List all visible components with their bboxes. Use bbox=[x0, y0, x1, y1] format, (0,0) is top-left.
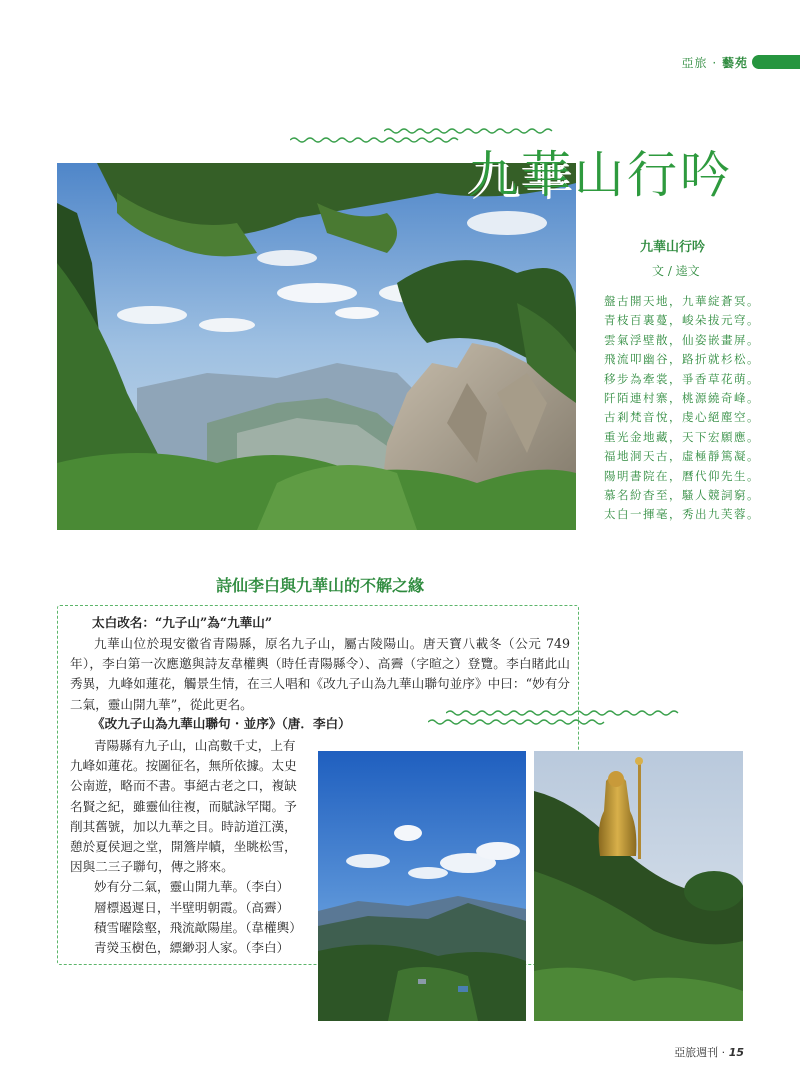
article-paragraph-1: 九華山位於現安徽省青陽縣，原名九子山，屬古陵陽山。唐天寶八載冬（公元 749 年），李白第一次應邀與詩友韋權輿（時任青陽縣令）、高霽（字暄之）登覽。李白睹此山秀異，九峰如蓮花，觸景生情，在三人唱和《改九子山為九華山聯句並序》中曰：“妙有分二氣，靈山開九華”，從此更名。 bbox=[70, 636, 570, 712]
wave-decoration-mid-2 bbox=[428, 717, 608, 727]
preface-line: 因與二三子聯句，傳之將來。 bbox=[70, 859, 234, 875]
article-heading-2: 《改九子山為九華山聯句 · 並序》（唐．李白） bbox=[92, 716, 351, 731]
poem-line: 雲氣浮壁散，仙姿嵌畫屏。 bbox=[604, 332, 760, 347]
poem-author: 文 / 逵文 bbox=[652, 264, 700, 278]
preface-line: 青陽縣有九子山，山高數千丈，上有 bbox=[94, 738, 296, 753]
section-title: 詩仙李白與九華山的不解之緣 bbox=[215, 576, 424, 595]
verse-line: 青熒玉樹色，縹緲羽人家。（李白） bbox=[94, 940, 290, 956]
wave-decoration-top-2 bbox=[290, 135, 465, 145]
poem-line: 阡陌連村寨，桃源繞奇峰。 bbox=[604, 391, 760, 406]
poem-line: 陽明書院在，曆代仰先生。 bbox=[604, 468, 760, 483]
section-name: 亞旅 · bbox=[681, 56, 722, 70]
poem-body bbox=[604, 292, 764, 525]
header-tab-bar bbox=[758, 55, 800, 69]
poem-line: 古剎梵音悅，虔心絕塵空。 bbox=[604, 410, 760, 425]
preface-line: 憩於夏侯迴之堂，開簷岸幘，坐眺松雪， bbox=[70, 839, 297, 855]
sky-mountain-photo bbox=[318, 751, 526, 1021]
poem-line: 飛流叩幽谷，路折就杉松。 bbox=[604, 352, 760, 367]
preface-line: 九峰如蓮花。按圖征名，無所依據。太史 bbox=[70, 758, 297, 774]
preface-line: 公南遊，略而不書。事絕古老之口，複缺 bbox=[70, 778, 297, 794]
preface-line: 名賢之紀，雖靈仙往複，而賦詠罕聞。予 bbox=[70, 798, 297, 814]
golden-statue-photo bbox=[534, 751, 743, 1021]
section-header bbox=[682, 54, 748, 71]
subsection-name: 藝苑 bbox=[721, 56, 748, 70]
preface-line: 削其舊號，加以九華之目。時訪道江漢， bbox=[70, 818, 297, 834]
article-paragraph-2 bbox=[70, 736, 310, 958]
article-heading-1: 太白改名：“九子山”為“九華山” bbox=[92, 615, 273, 630]
poem-line: 重光金地藏，天下宏願應。 bbox=[604, 429, 760, 444]
poem-title: 九華山行吟 bbox=[640, 240, 706, 255]
poem-line: 太白一揮毫，秀出九芙蓉。 bbox=[604, 507, 760, 522]
poem-line: 慕名紛杳至，騷人競詞窮。 bbox=[604, 488, 760, 503]
verse-line: 積雪曜陰壑，飛流歊陽崖。（韋權輿） bbox=[94, 919, 302, 935]
magazine-name: 亞旅週刊 · bbox=[674, 1046, 729, 1059]
page-footer bbox=[674, 1044, 744, 1060]
mountain-landscape-photo bbox=[57, 163, 576, 530]
poem-line: 移步為牽裳，爭香草花萌。 bbox=[604, 371, 760, 386]
poem-line: 盤古開天地，九華綻蒼冥。 bbox=[604, 294, 760, 308]
verse-line: 層標遏遲日，半壁明朝霞。（高霽） bbox=[94, 899, 290, 915]
verse-line: 妙有分二氣，靈山開九華。（李白） bbox=[94, 879, 290, 895]
page-number: 15 bbox=[728, 1046, 744, 1059]
page-title: 九華山行吟 bbox=[468, 146, 733, 204]
poem-line: 福地洞天古，虛極靜篤凝。 bbox=[604, 449, 760, 464]
poem-line: 青枝百裏蔓，峻朵拔元穹。 bbox=[604, 313, 760, 328]
